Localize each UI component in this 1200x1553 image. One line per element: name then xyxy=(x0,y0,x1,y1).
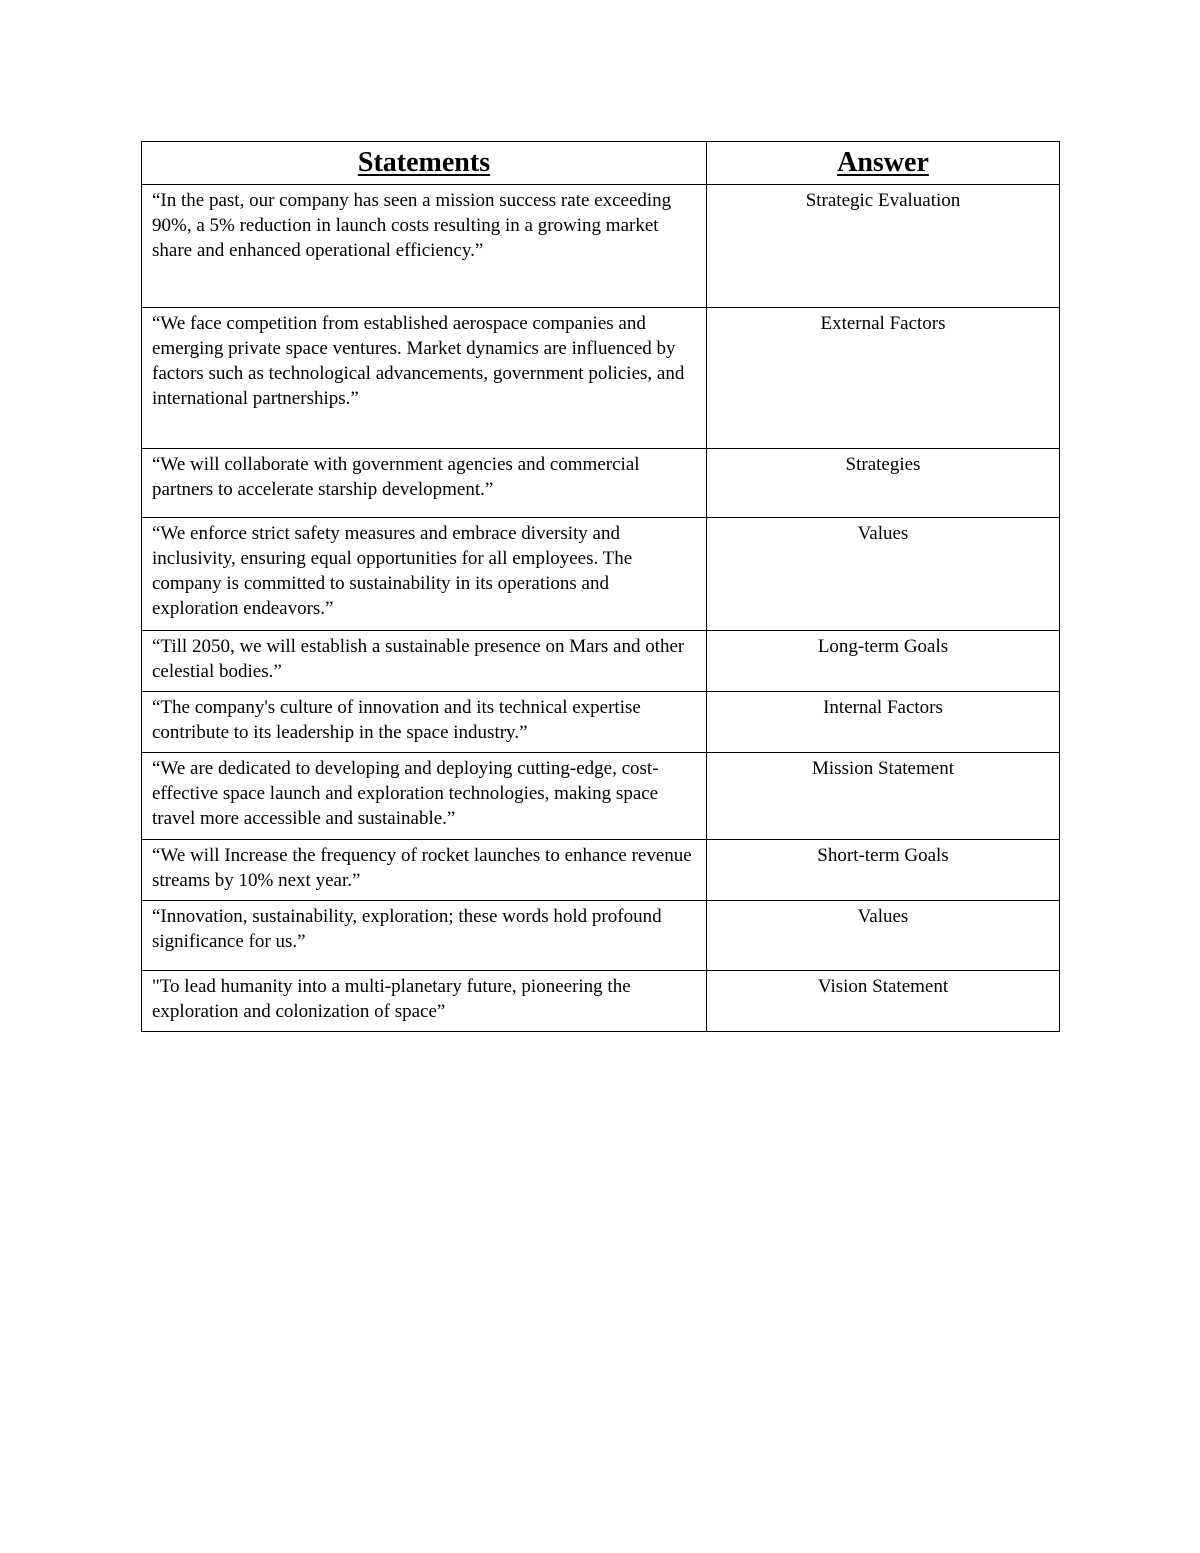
table-row xyxy=(142,901,1060,971)
answer-cell: Internal Factors xyxy=(707,692,1060,753)
answer-header: Answer xyxy=(707,142,1060,185)
statement-cell: “We will Increase the frequency of rocket launches to enhance revenue streams by 10% next year.” xyxy=(142,840,707,901)
statement-cell: “We enforce strict safety measures and embrace diversity and inclusivity, ensuring equal opportunities for all employees. The company is committed to sustainability in its operations and exploration endeavors.” xyxy=(142,518,707,631)
answer-cell: Values xyxy=(707,901,1060,971)
table-row xyxy=(142,692,1060,753)
statement-cell: “In the past, our company has seen a mission success rate exceeding 90%, a 5% reduction in launch costs resulting in a growing market share and enhanced operational efficiency.” xyxy=(142,185,707,308)
statements-table xyxy=(141,141,1060,1032)
statement-cell: “Innovation, sustainability, exploration; these words hold profound significance for us.” xyxy=(142,901,707,971)
answer-cell: Long-term Goals xyxy=(707,631,1060,692)
statement-cell: “Till 2050, we will establish a sustainable presence on Mars and other celestial bodies.” xyxy=(142,631,707,692)
answer-cell: Values xyxy=(707,518,1060,631)
statement-cell: “The company's culture of innovation and its technical expertise contribute to its leadership in the space industry.” xyxy=(142,692,707,753)
statement-cell: "To lead humanity into a multi-planetary future, pioneering the exploration and colonization of space” xyxy=(142,971,707,1032)
table-row xyxy=(142,185,1060,308)
table-row xyxy=(142,971,1060,1032)
table-row xyxy=(142,308,1060,449)
statement-cell: “We face competition from established aerospace companies and emerging private space ventures. Market dynamics are influenced by factors such as technological advancements, government policies, and international partnerships.” xyxy=(142,308,707,449)
table-row xyxy=(142,631,1060,692)
table-row xyxy=(142,753,1060,840)
table-row xyxy=(142,449,1060,518)
table-row xyxy=(142,518,1060,631)
statement-cell: “We are dedicated to developing and deploying cutting-edge, cost-effective space launch and exploration technologies, making space travel more accessible and sustainable.” xyxy=(142,753,707,840)
answer-cell: Short-term Goals xyxy=(707,840,1060,901)
answer-cell: Vision Statement xyxy=(707,971,1060,1032)
answer-cell: External Factors xyxy=(707,308,1060,449)
answer-cell: Strategic Evaluation xyxy=(707,185,1060,308)
statement-cell: “We will collaborate with government agencies and commercial partners to accelerate starship development.” xyxy=(142,449,707,518)
table-header-row xyxy=(142,142,1060,185)
answer-cell: Strategies xyxy=(707,449,1060,518)
table-row xyxy=(142,840,1060,901)
statements-header: Statements xyxy=(142,142,707,185)
answer-cell: Mission Statement xyxy=(707,753,1060,840)
